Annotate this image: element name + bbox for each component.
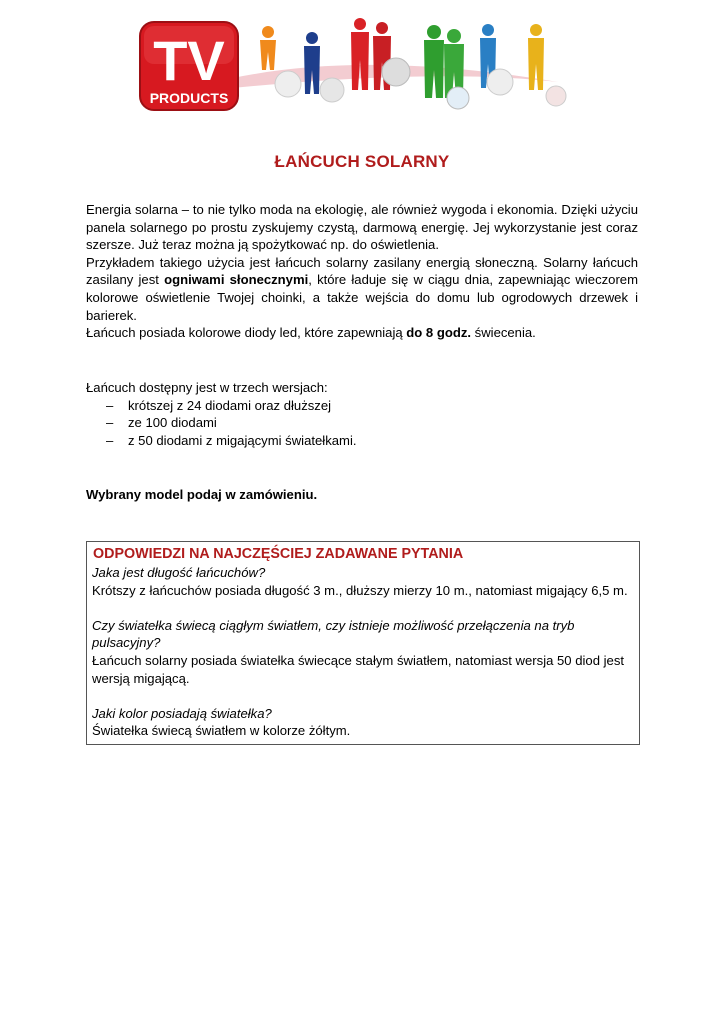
list-item: – ze 100 diodami (106, 415, 217, 431)
dash-bullet-icon: – (106, 415, 114, 431)
faq-question-2: Czy światełka świecą ciągłym światłem, czy istnieje możliwość przełączenia na tryb pulsacyjny? (92, 617, 575, 651)
logo-small-text: PRODUCTS (149, 90, 229, 106)
intro-bold-cells: ogniwami słonecznymi (164, 272, 309, 288)
versions-lead: Łańcuch dostępny jest w trzech wersjach: (86, 380, 328, 395)
intro-paragraph-3: Łańcuch posiada kolorowe diody led, które zapewniają do 8 godz. świecenia. (86, 325, 536, 341)
header-banner (138, 10, 578, 110)
page-title: ŁAŃCUCH SOLARNY (274, 152, 450, 171)
logo-big-text: TV (153, 29, 225, 92)
intro-bold-hours: do 8 godz. (406, 325, 472, 341)
list-item: – z 50 diodami z migającymi światełkami. (106, 432, 357, 448)
faq-title: ODPOWIEDZI NA NAJCZĘŚCIEJ ZADAWANE PYTANIA (93, 546, 464, 562)
faq-box (86, 541, 640, 745)
dash-bullet-icon: – (106, 432, 114, 448)
tv-products-logo (138, 20, 240, 112)
faq-question-1: Jaka jest długość łańcuchów? (92, 565, 266, 580)
intro-paragraph-2: Przykładem takiego użycia jest łańcuch solarny zasilany energią słoneczną. Solarny łańcuch zasilany jest ogniwami słonecznymi, które ładuje się w ciągu dnia, zapewniając wieczorem kolorowe oświetlenie Twojej choinki, a także wejścia do domu lub ogrodowych drzewek i barierek. (86, 254, 639, 323)
intro-section (86, 201, 638, 342)
list-item: – krótszej z 24 diodami oraz dłuższej (106, 397, 332, 413)
versions-section (86, 379, 638, 449)
faq-question-3: Jaki kolor posiadają światełka? (92, 705, 272, 721)
faq-answer-2: Łańcuch solarny posiada światełka świecące stałym światłem, natomiast wersja 50 diod jest wersją migającą. (92, 652, 624, 686)
versions-list (86, 397, 638, 450)
intro-paragraph-1: Energia solarna – to nie tylko moda na ekologię, ale również wygoda i ekonomia. Dzięki użyciu panela solarnego po prostu zyskujemy czystą, darmową energię. Jej wykorzystanie jest coraz szersze. Już teraz można ją spożytkować np. do oświetlenia. (86, 202, 638, 253)
faq-answer-1: Krótszy z łańcuchów posiada długość 3 m., dłuższy mierzy 10 m., natomiast migający 6,5 m. (92, 582, 628, 598)
dash-bullet-icon: – (106, 397, 114, 413)
faq-answer-3: Światełka świecą światłem w kolorze żółtym. (92, 723, 351, 739)
order-note: Wybrany model podaj w zamówieniu. (86, 487, 318, 502)
